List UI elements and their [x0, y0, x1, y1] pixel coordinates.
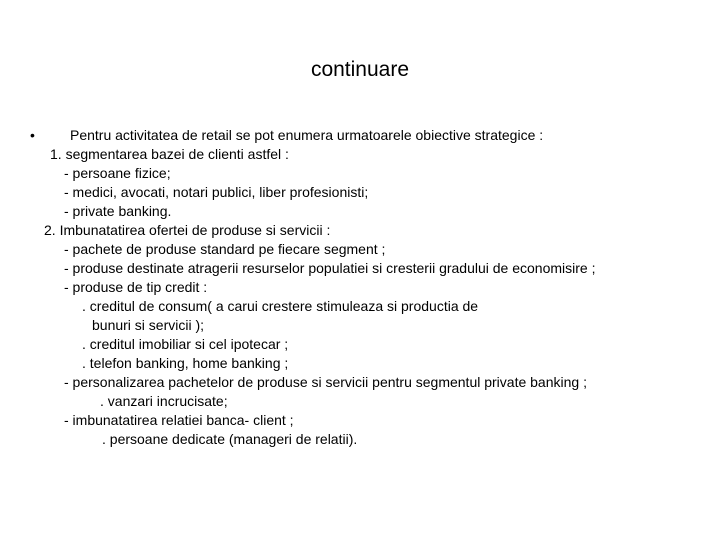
list-subitem: - persoane fizice;	[64, 165, 171, 181]
list-subitem: - imbunatatirea relatiei banca- client ;	[64, 412, 294, 428]
list-subitem: - personalizarea pachetelor de produse si servicii pentru segmentul private banking ;	[64, 374, 587, 390]
list-subitem: - medici, avocati, notari publici, liber profesionisti;	[64, 184, 369, 200]
list-subsubitem-continuation: bunuri si servicii );	[92, 317, 205, 333]
list-subitem: - private banking.	[64, 203, 172, 219]
list-subsubitem: . creditul de consum( a carui crestere stimuleaza si productia de	[82, 298, 479, 314]
list-subitem: - produse de tip credit :	[64, 279, 208, 295]
list-subsubitem: . vanzari incrucisate;	[100, 393, 228, 409]
slide-title: continuare	[310, 58, 410, 81]
bullet-icon: •	[30, 127, 35, 143]
list-subitem: - produse destinate atragerii resurselor populatiei si cresterii gradului de economisire ;	[64, 260, 596, 276]
list-item-offer: 2. Imbunatatirea ofertei de produse si servicii :	[44, 222, 331, 238]
list-subsubitem: . creditul imobiliar si cel ipotecar ;	[82, 336, 289, 352]
list-subitem: - pachete de produse standard pe fiecare segment ;	[64, 241, 386, 257]
bullet-text: Pentru activitatea de retail se pot enumera urmatoarele obiective strategice :	[70, 127, 544, 143]
bullet-item	[0, 126, 720, 145]
list-subsubitem: . persoane dedicate (manageri de relatii).	[102, 431, 358, 447]
list-subsubitem: . telefon banking, home banking ;	[82, 355, 289, 371]
list-item-segmentation: 1. segmentarea bazei de clienti astfel :	[50, 146, 289, 162]
